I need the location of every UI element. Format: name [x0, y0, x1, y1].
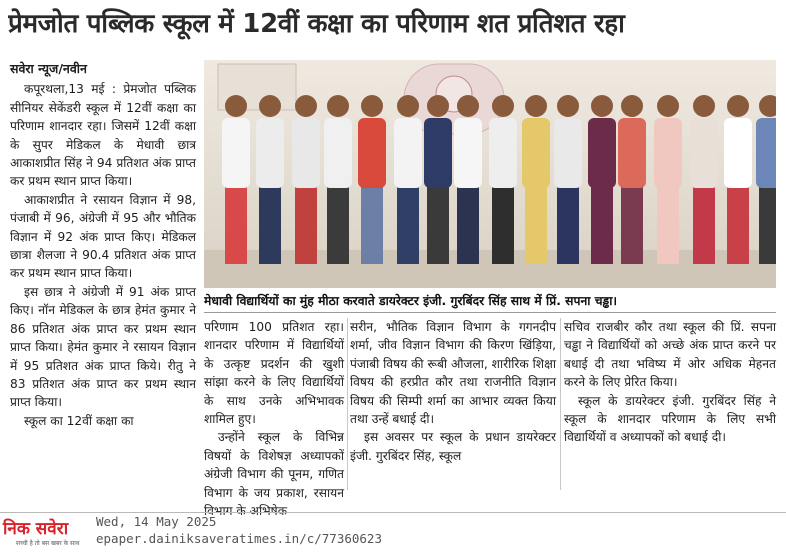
- news-photo: [204, 60, 776, 288]
- article-column-3: [350, 318, 556, 498]
- person-figure: [358, 118, 386, 188]
- svg-text:निक सवेरा: निक सवेरा: [3, 519, 69, 539]
- person-figure: [554, 118, 582, 188]
- person-figure: [591, 95, 613, 117]
- person-figure: [256, 118, 284, 188]
- person-figure: [693, 186, 715, 264]
- person-figure: [225, 95, 247, 117]
- column-divider: [347, 318, 348, 490]
- article-column-1: [10, 60, 196, 500]
- person-figure: [397, 95, 419, 117]
- headline: प्रेमजोत पब्लिक स्कूल में 12वीं कक्षा का परिणाम शत प्रतिशत रहा: [8, 9, 625, 39]
- article-column-2: [204, 318, 344, 519]
- person-figure: [727, 186, 749, 264]
- person-figure: [454, 118, 482, 188]
- person-figure: [394, 118, 422, 188]
- person-figure: [522, 118, 550, 188]
- person-figure: [295, 95, 317, 117]
- person-figure: [492, 95, 514, 117]
- person-figure: [292, 118, 320, 188]
- person-figure: [557, 95, 579, 117]
- epaper-link[interactable]: epaper.dainiksaveratimes.in/c/77360623: [96, 531, 382, 546]
- article-paragraph: सरीन, भौतिक विज्ञान विभाग के गगनदीप शर्मा, जीव विज्ञान विभाग की किरण खिंड़िया, पंजाबी विषय की रूबी औजला, शारीरिक शिक्षा विषय की हरप्रीत कौर तथा राजनीति विज्ञान विषय की सिम्पी शर्मा का आभार व्यक्त किया तथा उन्हें बधाई दी।: [350, 320, 556, 427]
- person-figure: [295, 186, 317, 264]
- person-figure: [361, 186, 383, 264]
- article-paragraph: स्कूल का 12वीं कक्षा का: [24, 413, 134, 428]
- person-figure: [657, 95, 679, 117]
- person-figure: [657, 186, 679, 264]
- person-figure: [654, 118, 682, 188]
- person-figure: [225, 186, 247, 264]
- person-figure: [361, 95, 383, 117]
- person-figure: [327, 186, 349, 264]
- article-column-4: [564, 318, 776, 498]
- person-figure: [690, 118, 718, 188]
- person-figure: [324, 118, 352, 188]
- article-paragraph: इस अवसर पर स्कूल के प्रधान डायरेक्टर इंजी. गुरबिंदर सिंह, स्कूल: [350, 430, 556, 463]
- person-figure: [222, 118, 250, 188]
- person-figure: [618, 118, 646, 188]
- person-figure: [424, 118, 452, 188]
- person-figure: [693, 95, 715, 117]
- article-paragraph: परिणाम 100 प्रतिशत रहा। शानदार परिणाम में विद्यार्थियों के उत्कृष्ट प्रदर्शन की खुशी सांझा करने के लिए विद्यार्थियों के साथ उनके अभिभावक शामिल हुए।: [204, 320, 344, 427]
- edition-date: Wed, 14 May 2025: [96, 514, 217, 529]
- article-paragraph: स्कूल के डायरेक्टर इंजी. गुरबिंदर सिंह ने स्कूल के शानदार परिणाम के लिए सभी विद्यार्थियों व अध्यापकों को बधाई दी।: [564, 393, 776, 445]
- article-paragraph: इस छात्र ने अंग्रेजी में 91 अंक प्राप्त किए। नॉन मेडिकल के छात्र हेमंत कुमार ने 86 प्रतिशत अंक प्राप्त कर प्रथम स्थान प्राप्त किया। हेमंत कुमार ने रसायन विज्ञान में 95 प्रतिशत अंक प्राप्त किये। रीतु ने 83 प्रतिशत अंक प्राप्त कर प्रथम स्थान प्राप्त किया।: [10, 284, 196, 410]
- person-figure: [427, 186, 449, 264]
- person-figure: [591, 186, 613, 264]
- person-figure: [457, 186, 479, 264]
- person-figure: [259, 95, 281, 117]
- byline: सवेरा न्यूज/नवीन: [10, 61, 87, 76]
- article-paragraph: उन्होंने स्कूल के विभिन्न विषयों के विशेषज्ञ अध्यापकों अंग्रेजी विभाग की पूनम, गणित विभाग के जय प्रकाश, रसायन विभाग के अभिषेक: [204, 430, 344, 519]
- column-divider: [560, 318, 561, 490]
- person-figure: [621, 95, 643, 117]
- newspaper-logo: [2, 514, 86, 550]
- photo-illustration: [204, 60, 776, 288]
- photo-caption: मेधावी विद्यार्थियों का मुंह मीठा करवाते डायरेक्टर इंजी. गुरबिंदर सिंह साथ में प्रिं. सपना चड्ढा।: [204, 290, 776, 313]
- person-figure: [397, 186, 419, 264]
- person-figure: [557, 186, 579, 264]
- person-figure: [621, 186, 643, 264]
- person-figure: [588, 118, 616, 188]
- person-figure: [492, 186, 514, 264]
- person-figure: [727, 95, 749, 117]
- person-figure: [259, 186, 281, 264]
- person-figure: [525, 186, 547, 264]
- article-paragraph: आकाशप्रीत ने रसायन विज्ञान में 98, पंजाबी में 96, अंग्रेजी में 95 और भौतिक विज्ञान में 92 अंक प्राप्त किए। मेडिकल छात्रा शैलजा ने 90.4 प्रतिशत अंक प्राप्त कर प्रथम स्थान प्राप्त किया।: [10, 192, 196, 281]
- person-figure: [525, 95, 547, 117]
- article-paragraph: सचिव राजबीर कौर तथा स्कूल की प्रिं. सपना चड्ढा ने विद्यार्थियों को अच्छे अंक प्राप्त करने पर बधाई दी तथा भविष्य में ओर अधिक मेहनत करने के लिए प्रेरित किया।: [564, 320, 776, 390]
- person-figure: [759, 186, 776, 264]
- svg-text:सच्ची है तो बस खबर के साथ: सच्ची है तो बस खबर के साथ: [16, 540, 80, 547]
- person-figure: [724, 118, 752, 188]
- person-figure: [327, 95, 349, 117]
- person-figure: [427, 95, 449, 117]
- article-paragraph: कपूरथला,13 मई : प्रेमजोत पब्लिक सीनियर सेकेंडरी स्कूल में 12वीं कक्षा का परिणाम शानदार रहा। जिसमें 12वीं कक्षा के सुपर मेडिकल के मेधावी छात्र आकाशप्रीत सिंह ने 94 प्रतिशत अंक प्राप्त कर प्रथम स्थान प्राप्त किया।: [10, 82, 196, 189]
- person-figure: [457, 95, 479, 117]
- person-figure: [489, 118, 517, 188]
- person-figure: [756, 118, 776, 188]
